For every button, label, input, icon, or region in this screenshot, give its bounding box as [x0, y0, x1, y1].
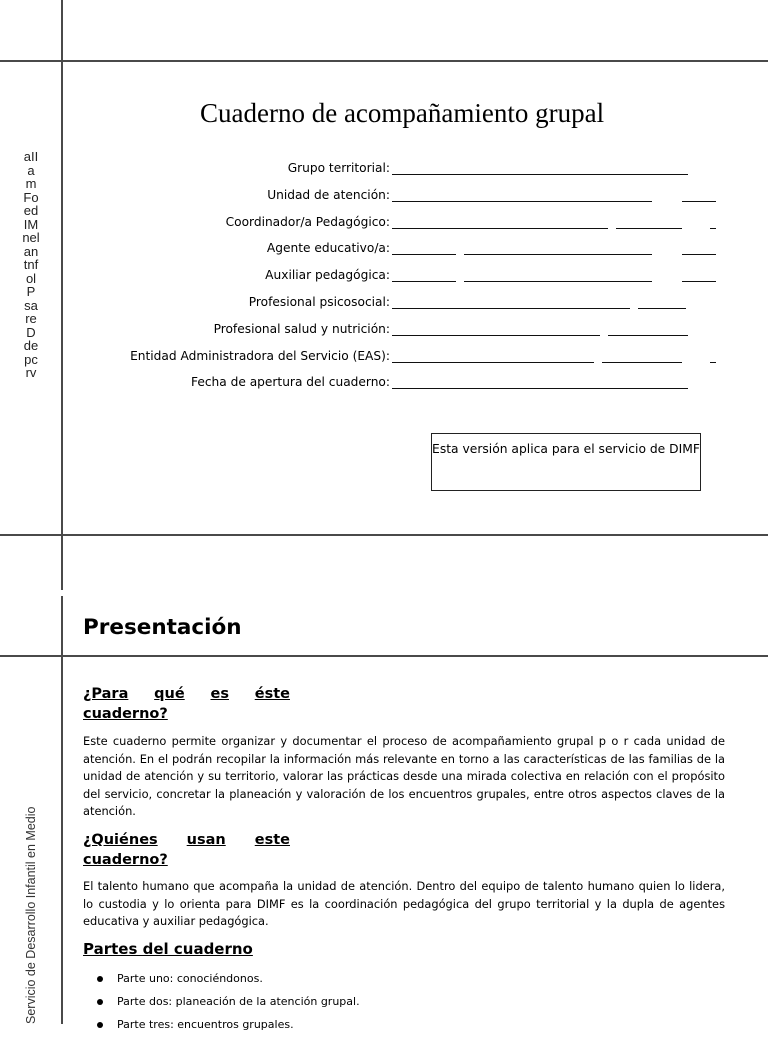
form-row-agente-educativo — [120, 238, 720, 265]
question-2-heading — [83, 830, 290, 870]
frame-vertical-line-bottom — [61, 596, 63, 1024]
frame-horizontal-line-3 — [0, 655, 768, 657]
form-blank-line — [602, 362, 682, 363]
form-row-unidad-atencion — [120, 185, 720, 212]
form-blank-line — [638, 308, 686, 309]
form-blank-line — [710, 228, 716, 229]
form-blank-line — [392, 201, 652, 202]
form-label: Unidad de atención: — [267, 187, 390, 202]
frame-vertical-line-top — [61, 0, 63, 590]
frame-horizontal-line-1 — [0, 60, 768, 62]
form-row-grupo-territorial — [120, 158, 720, 185]
document-title: Cuaderno de acompañamiento grupal — [200, 98, 605, 128]
parts-list — [95, 972, 360, 1041]
form-blank-line — [392, 174, 688, 175]
form-blank-line — [682, 201, 716, 202]
form-row-profesional-psicosocial — [120, 292, 720, 319]
parts-heading: Partes del cuaderno — [83, 940, 253, 958]
form-label: Profesional salud y nutrición: — [213, 321, 390, 336]
form-label: Agente educativo/a: — [266, 241, 390, 256]
question-2-line-2: cuaderno? — [83, 852, 168, 868]
form-blank-line — [682, 254, 716, 255]
form-label: Auxiliar pedagógica: — [265, 268, 390, 283]
question-2-text: El talento humano que acompaña la unidad de atención. Dentro del equipo de talento humano quien lo lidera, lo custodia y lo orienta para DIMF es la coordinación pedagógica del grupo territorial y la dupla de agentes educativa y auxiliar pedagógica. — [83, 879, 725, 929]
form-label: Profesional psicosocial: — [248, 294, 390, 309]
form-label: Fecha de apertura del cuaderno: — [191, 375, 390, 390]
form-blank-line — [392, 228, 608, 229]
form-blank-line — [392, 362, 594, 363]
form-row-fecha-apertura — [120, 372, 720, 399]
q2-word: ¿Quiénes — [83, 832, 158, 848]
list-item: Parte dos: planeación de la atención grupal. — [95, 995, 360, 1018]
section-heading: Presentación — [83, 615, 242, 640]
form-label: Coordinador/a Pedagógico: — [225, 214, 390, 229]
question-1-heading — [83, 684, 290, 724]
q2-word: usan — [186, 832, 226, 848]
frame-horizontal-line-2 — [0, 534, 768, 536]
question-1-line-1 — [83, 684, 290, 704]
question-2-line-1 — [83, 830, 290, 850]
form-blank-line — [464, 254, 652, 255]
form-row-profesional-salud — [120, 319, 720, 346]
list-item: Parte tres: encuentros grupales. — [95, 1018, 360, 1041]
form-blank-line — [616, 228, 682, 229]
list-item: Parte uno: conociéndonos. — [95, 972, 360, 995]
q2-word: este — [254, 832, 290, 848]
form-blank-line — [464, 281, 652, 282]
page2-side-text: Servicio de Desarrollo Infantil en Medio — [24, 806, 38, 1024]
form-row-eas — [120, 346, 720, 373]
question-1-line-2: cuaderno? — [83, 706, 168, 722]
form-blank-line — [392, 254, 456, 255]
form-label: Grupo territorial: — [287, 161, 390, 175]
q1-word: es — [210, 686, 229, 702]
form-blank-line — [392, 308, 630, 309]
q1-word: ¿Para — [83, 686, 129, 702]
version-note-box: Esta versión aplica para el servicio de DIMF — [431, 433, 701, 491]
form-blank-line — [682, 281, 716, 282]
page2-side-text-container — [20, 750, 44, 1024]
form-blank-line — [710, 362, 716, 363]
cover-form — [120, 158, 720, 399]
form-blank-line — [392, 281, 456, 282]
form-label: Entidad Administradora del Servicio (EAS): — [130, 348, 390, 363]
form-blank-line — [392, 335, 600, 336]
q1-word: qué — [154, 686, 185, 702]
form-row-coordinador — [120, 212, 720, 239]
form-row-auxiliar-pedagogica — [120, 265, 720, 292]
cover-side-text: aII amFoedIMnel antnfolP sareD depcrv — [22, 149, 40, 380]
q1-word: éste — [254, 686, 290, 702]
form-blank-line — [392, 388, 688, 389]
question-1-text: Este cuaderno permite organizar y documentar el proceso de acompañamiento grupal p o r cada unidad de atención. En el podrán recopilar la información más relevante en torno a las características de las familias de la unidad de atención y su territorio, valorar las prácticas desde una mirada colectiva en relación con el propósito del servicio, concretar la planeación y valoración de los encuentros grupales, entre otros aspectos claves de la atención. — [83, 734, 725, 819]
form-blank-line — [608, 335, 688, 336]
